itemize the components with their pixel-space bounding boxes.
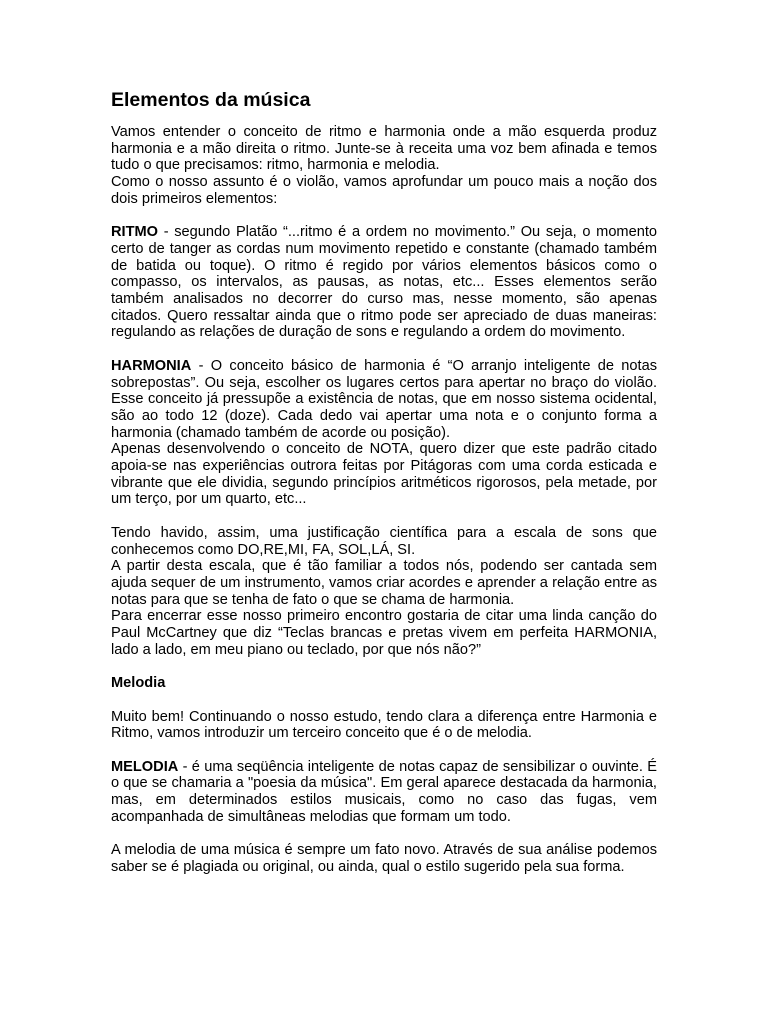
escala-paragraph-1: Tendo havido, assim, uma justificação científica para a escala de sons que conhecemos como DO,RE,MI, FA, SOL,LÁ, SI. [111, 524, 657, 558]
intro-paragraph-2: Como o nosso assunto é o violão, vamos aprofundar um pouco mais a noção dos dois primeiros elementos: [111, 174, 657, 207]
melodia-final-paragraph: A melodia de uma música é sempre um fato novo. Através de sua análise podemos saber se é plagiada ou original, ou ainda, qual o estilo sugerido pela sua forma. [111, 842, 657, 875]
spacer [111, 658, 657, 675]
ritmo-text: - segundo Platão “...ritmo é a ordem no movimento.” Ou seja, o momento certo de tanger as cordas num movimento repetido e constante (chamado também de batida ou toque). O ritmo é regido por vários elementos básicos como o compasso, os intervalos, as pausas, as notas, etc... Esses elementos serão também analisados no decorrer do curso mas, nesse momento, são apenas citados. Quero ressaltar ainda que o ritmo pode ser apreciado de duas maneiras: regulando as relações de duração de sons e regulando a ordem do movimento. [111, 224, 657, 341]
spacer [111, 692, 657, 709]
spacer [111, 208, 657, 225]
melodia-term: MELODIA [111, 758, 179, 775]
melodia-text: - é uma seqüência inteligente de notas capaz de sensibilizar o ouvinte. É o que se chamaria a "poesia da música". Em geral aparece destacada da harmonia, mas, em determinados estilos musicais, como no caso das fugas, vem acompanhada de simultâneas melodias que formam um todo. [111, 758, 657, 825]
intro-paragraph-1: Vamos entender o conceito de ritmo e harmonia onde a mão esquerda produz harmonia e a mão direita o ritmo. Junte-se à receita uma voz bem afinada e temos tudo o que precisamos: ritmo, harmonia e melodia. [111, 124, 657, 174]
harmonia-paragraph [111, 358, 657, 442]
escala-paragraph-2: A partir desta escala, que é tão familiar a todos nós, podendo ser cantada sem ajuda sequer de um instrumento, vamos criar acordes e aprender a relação entre as notas para que se tenha de fato o que se chama de harmonia. [111, 558, 657, 608]
harmonia-term: HARMONIA [111, 357, 192, 374]
spacer [111, 742, 657, 759]
harmonia-text: - O conceito básico de harmonia é “O arranjo inteligente de notas sobrepostas”. Ou seja, escolher os lugares certos para apertar no braço do violão. Esse conceito já pressupõe a existência de notas, que em nosso sistema ocidental, são ao todo 12 (doze). Cada dedo vai apertar uma nota e o conjunto forma a harmonia (chamado também de acorde ou posição). [111, 357, 657, 441]
spacer [111, 508, 657, 525]
melodia-paragraph [111, 759, 657, 826]
document-page [111, 88, 657, 876]
melodia-intro-paragraph: Muito bem! Continuando o nosso estudo, tendo clara a diferença entre Harmonia e Ritmo, vamos introduzir um terceiro conceito que é o de melodia. [111, 708, 657, 742]
harmonia-paragraph-2: Apenas desenvolvendo o conceito de NOTA, quero dizer que este padrão citado apoia-se nas experiências outrora feitas por Pitágoras com uma corda esticada e vibrante que ele dividia, segundo princípios aritméticos rigorosos, pela metade, por um terço, por um quarto, etc... [111, 441, 657, 508]
document-title: Elementos da música [111, 89, 311, 111]
ritmo-term: RITMO [111, 224, 159, 241]
spacer [111, 825, 657, 842]
ritmo-paragraph [111, 224, 657, 341]
escala-paragraph-3: Para encerrar esse nosso primeiro encontro gostaria de citar uma linda canção do Paul McCartney que diz “Teclas brancas e pretas vivem em perfeita HARMONIA, lado a lado, em meu piano ou teclado, por que nós não?” [111, 608, 657, 658]
spacer [111, 341, 657, 358]
melodia-heading: Melodia [111, 675, 166, 692]
